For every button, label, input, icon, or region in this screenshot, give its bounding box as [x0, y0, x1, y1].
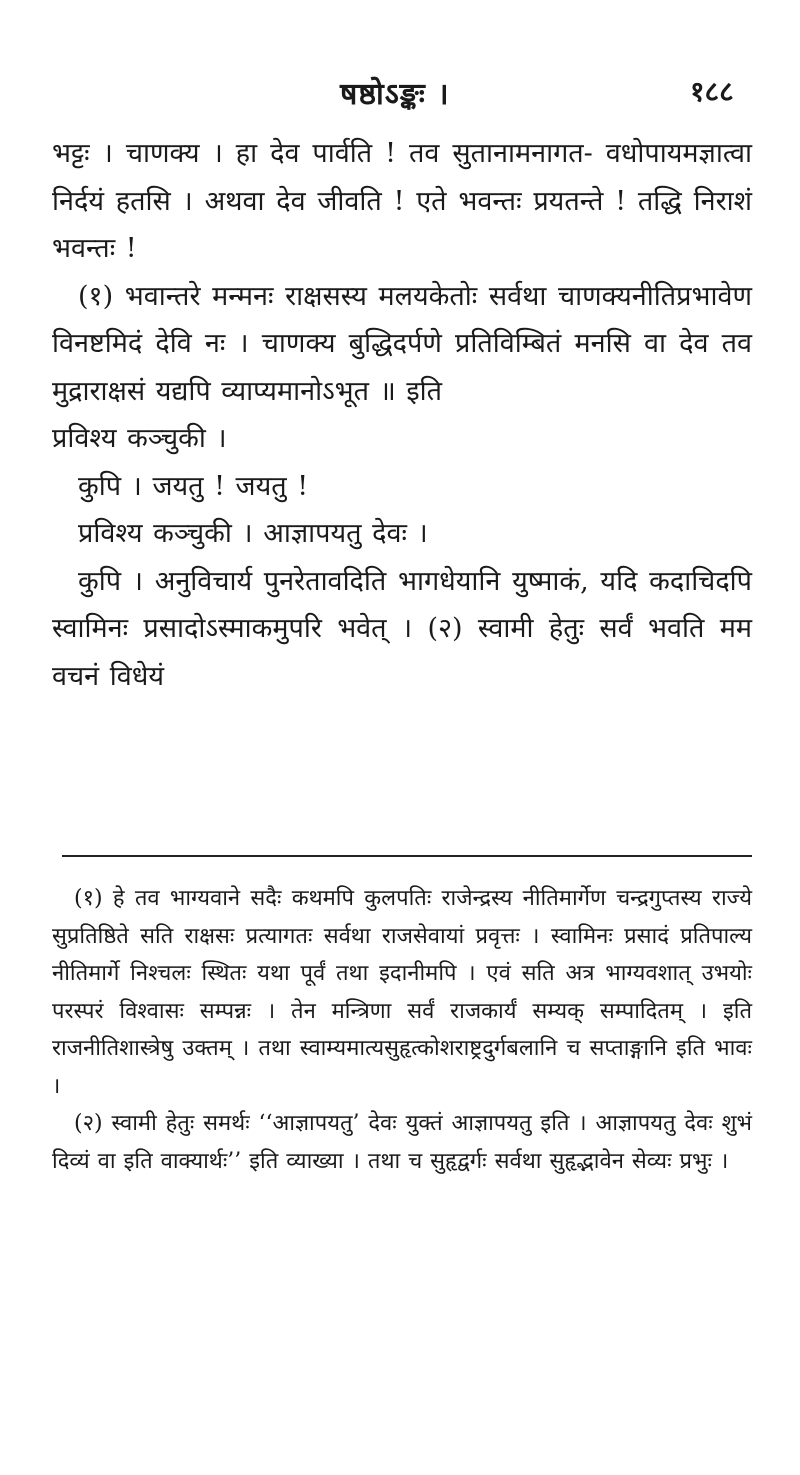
main-paragraph: कुपि । जयतु ! जयतु !	[78, 470, 309, 502]
footnotes	[52, 880, 752, 1180]
footnote: (२) स्वामी हेतुः समर्थः ‘‘आज्ञापयतु’ देवः युक्तं आज्ञापयतु इति । आज्ञापयतु देवः शुभं दिव्यं वा इति वाक्यार्थः’’ इति व्याख्या । तथा च सुहृद्वर्गः सर्वथा सुहृद्भावेन सेव्यः प्रभुः ।	[52, 1111, 752, 1174]
main-paragraph: भट्टः । चाणक्य । हा देव पार्वति ! तव सुतानामनागत- वधोपायमज्ञात्वा निर्दयं हतसि । अथवा देव जीवति ! एते भवन्तः प्रयतन्ते ! तद्धि निराशं भवन्तः !	[52, 138, 752, 264]
running-head	[0, 72, 800, 112]
main-paragraph: (१) भवान्तरे मन्मनः राक्षसस्य मलयकेतोः सर्वथा चाणक्यनीतिप्रभावेण विनष्टमिदं देवि नः । चाणक्य बुद्धिदर्पणे प्रतिविम्बितं मनसि वा देव तव मुद्राराक्षसं यद्यपि व्याप्यमानोऽभूत ॥ इति	[52, 280, 752, 407]
footnote: (१) हे तव भाग्यवाने सदैः कथमपि कुलपतिः राजेन्द्रस्य नीतिमार्गेण चन्द्रगुप्तस्य राज्ये सुप्रतिष्ठिते सति राक्षसः प्रत्यागतः सर्वथा राजसेवायां प्रवृत्तः । स्वामिनः प्रसादं प्रतिपाल्य नीतिमार्गे निश्चलः स्थितः यथा पूर्वं तथा इदानीमपि । एवं सति अत्र भाग्यवशात् उभयोः परस्परं विश्वासः सम्पन्नः । तेन मन्त्रिणा सर्वं राजकार्यं सम्यक् सम्पादितम् । इति राजनीतिशास्त्रेषु उक्तम् । तथा स्वाम्यमात्यसुहृत्कोशराष्ट्रदुर्गबलानि च सप्ताङ्गानि इति भावः ।	[52, 886, 752, 1099]
running-title: षष्ठोऽङ्कः ।	[340, 77, 450, 112]
main-paragraph: प्रविश्य कञ्चुकी । आज्ञापयतु देवः ।	[78, 518, 428, 549]
main-paragraph: प्रविश्य कञ्चुकी ।	[52, 423, 227, 454]
footnote-divider	[62, 855, 752, 857]
main-paragraph: कुपि । अनुविचार्य पुनरेतावदिति भागधेयानि युष्माकं, यदि कदाचिदपि स्वामिनः प्रसादोऽस्माकमुपरि भवेत् । (२) स्वामी हेतुः सर्वं भवति मम वचनं विधेयं	[52, 565, 752, 692]
page-number: १८८	[690, 75, 734, 108]
main-text	[52, 130, 752, 700]
